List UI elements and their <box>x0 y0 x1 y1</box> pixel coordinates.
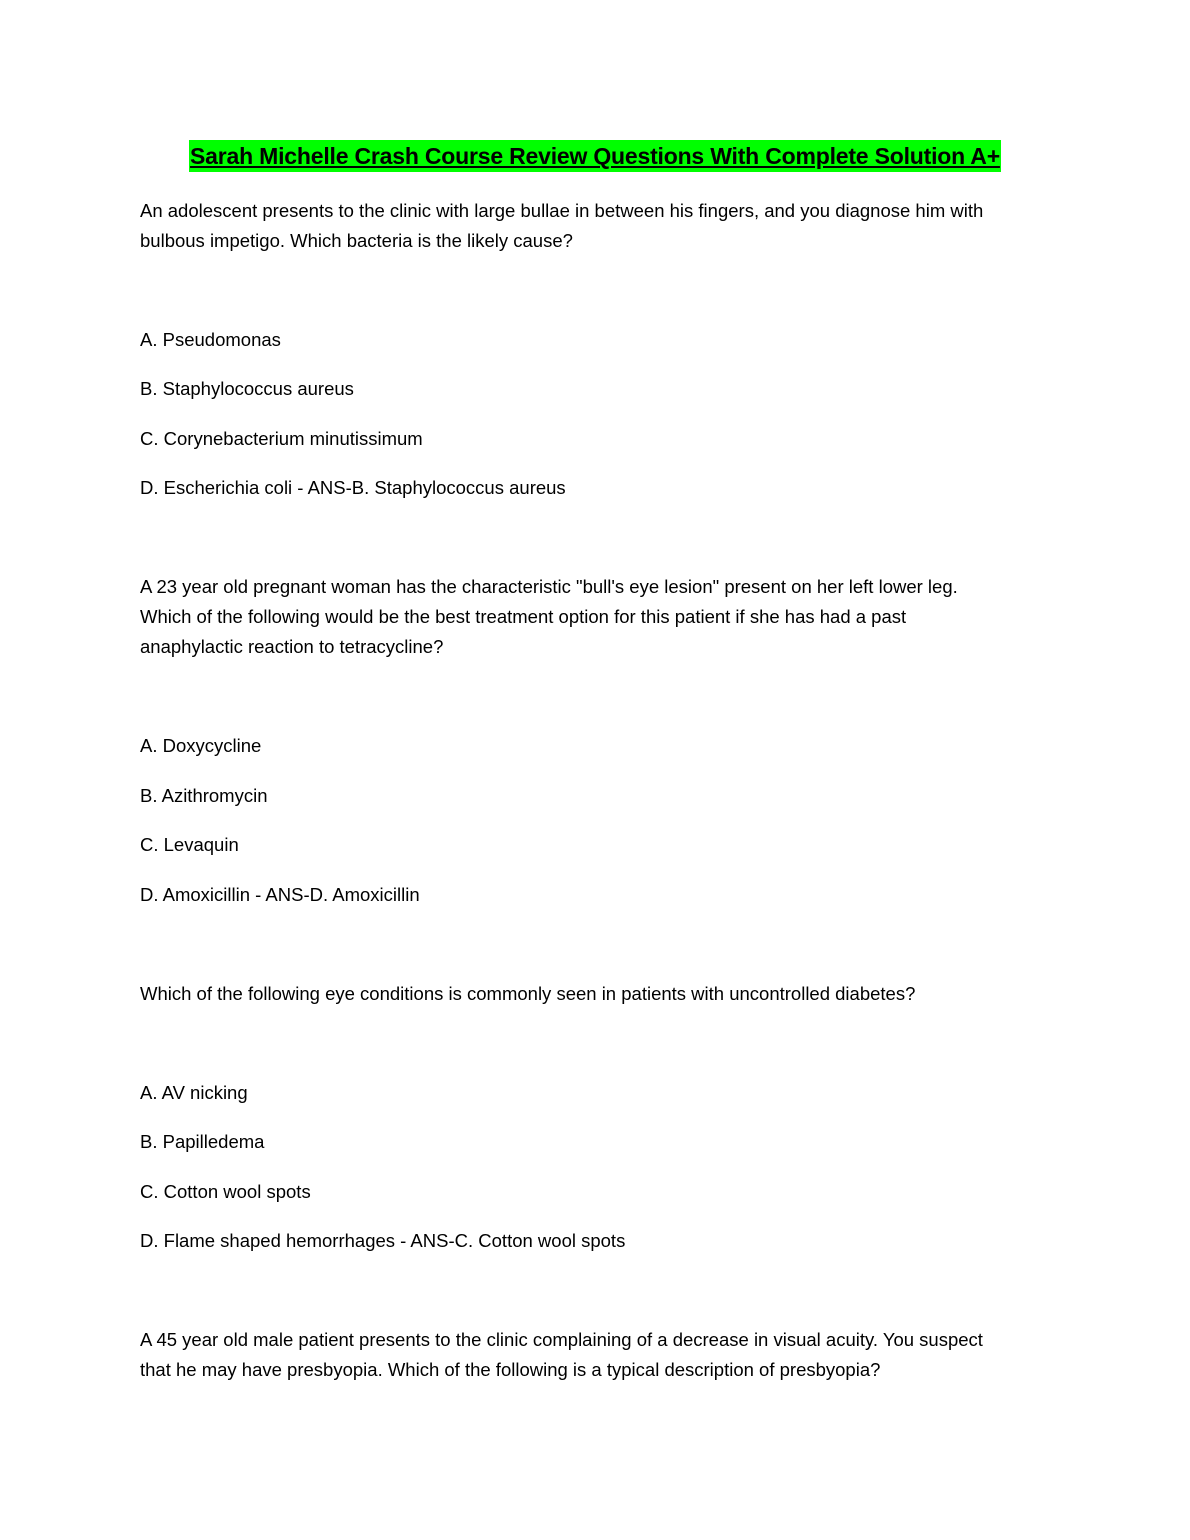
question-2-option-b: B. Azithromycin <box>140 785 268 806</box>
question-3-option-b: B. Papilledema <box>140 1131 265 1152</box>
question-4-stem <box>140 1325 1050 1385</box>
stem-line: A 23 year old pregnant woman has the characteristic "bull's eye lesion" present on her left lower leg. <box>140 576 958 597</box>
stem-line: Which of the following would be the best treatment option for this patient if she has had a past <box>140 606 907 627</box>
document-title: Sarah Michelle Crash Course Review Questions With Complete Solution A+ <box>189 140 1001 172</box>
title-container <box>0 140 1190 172</box>
question-2-option-a: A. Doxycycline <box>140 735 262 756</box>
question-3-option-c: C. Cotton wool spots <box>140 1181 311 1202</box>
question-3-stem <box>140 979 1050 1009</box>
question-3-option-a: A. AV nicking <box>140 1082 248 1103</box>
question-1-stem <box>140 196 1050 256</box>
question-1-option-d: D. Escherichia coli - ANS-B. Staphylococcus aureus <box>140 477 566 498</box>
stem-line: An adolescent presents to the clinic with large bullae in between his fingers, and you diagnose him with <box>140 200 984 221</box>
stem-line: anaphylactic reaction to tetracycline? <box>140 636 444 657</box>
question-2-stem <box>140 572 1050 662</box>
question-1-option-a: A. Pseudomonas <box>140 329 281 350</box>
question-3-option-d: D. Flame shaped hemorrhages - ANS-C. Cotton wool spots <box>140 1230 626 1251</box>
stem-line: bulbous impetigo. Which bacteria is the likely cause? <box>140 230 573 251</box>
question-1-option-c: C. Corynebacterium minutissimum <box>140 428 423 449</box>
stem-line: A 45 year old male patient presents to the clinic complaining of a decrease in visual acuity. You suspect <box>140 1329 983 1350</box>
stem-line: Which of the following eye conditions is commonly seen in patients with uncontrolled diabetes? <box>140 983 916 1004</box>
question-1-option-b: B. Staphylococcus aureus <box>140 378 354 399</box>
question-2-option-d: D. Amoxicillin - ANS-D. Amoxicillin <box>140 884 420 905</box>
stem-line: that he may have presbyopia. Which of the following is a typical description of presbyopia? <box>140 1359 881 1380</box>
question-2-option-c: C. Levaquin <box>140 834 239 855</box>
